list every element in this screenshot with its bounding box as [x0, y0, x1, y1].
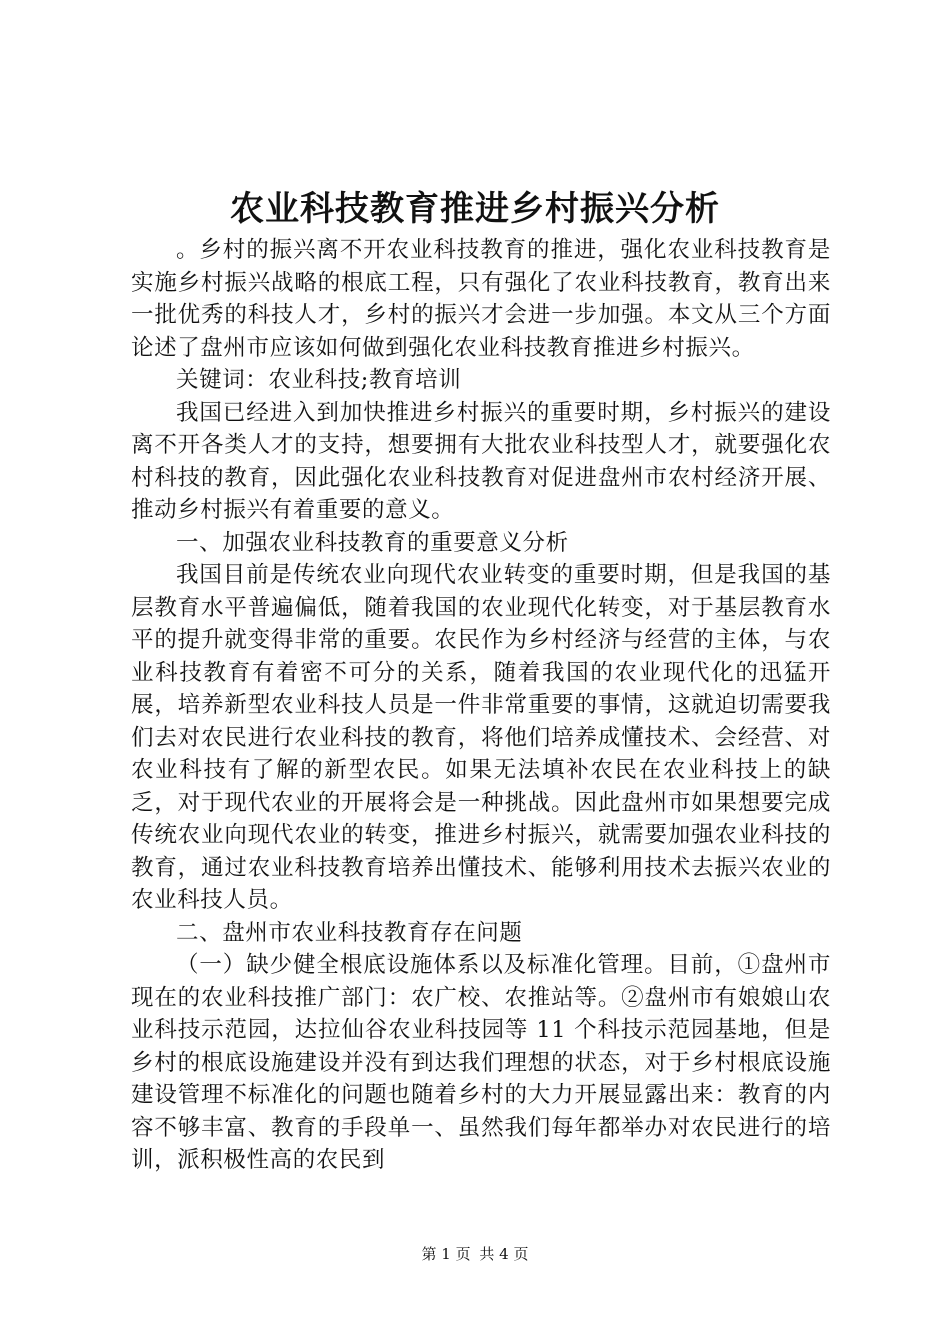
document-body — [131, 234, 831, 1177]
intro-paragraph: 我国已经进入到加快推进乡村振兴的重要时期，乡村振兴的建设离不开各类人才的支持，想要拥有大批农业科技型人才，就要强化农村科技的教育，因此强化农业科技教育对促进盘州市农村经济开展、推动乡村振兴有着重要的意义。 — [131, 399, 831, 523]
page-total: 共 4 页 — [479, 1245, 529, 1263]
abstract-paragraph: 。乡村的振兴离不开农业科技教育的推进，强化农业科技教育是实施乡村振兴战略的根底工程，只有强化了农业科技教育，教育出来一批优秀的科技人才，乡村的振兴才会进一步加强。本文从三个方面论述了盘州市应该如何做到强化农业科技教育推进乡村振兴。 — [131, 237, 831, 361]
section-1-paragraph: 我国目前是传统农业向现代农业转变的重要时期，但是我国的基层教育水平普遍偏低，随着我国的农业现代化转变，对于基层教育水平的提升就变得非常的重要。农民作为乡村经济与经营的主体，与农业科技教育有着密不可分的关系，随着我国的农业现代化的迅猛开展，培养新型农业科技人员是一件非常重要的事情，这就迫切需要我们去对农民进行农业科技的教育，将他们培养成懂技术、会经营、对农业科技有了解的新型农民。如果无法填补农民在农业科技上的缺乏，对于现代农业的开展将会是一种挑战。因此盘州市如果想要完成传统农业向现代农业的转变，推进乡村振兴，就需要加强农业科技的教育，通过农业科技教育培养出懂技术、能够利用技术去振兴农业的农业科技人员。 — [131, 562, 831, 913]
section-heading-1: 一、加强农业科技教育的重要意义分析 — [176, 529, 569, 556]
page-number: 第 1 页 — [421, 1245, 471, 1263]
section-2-paragraph: （一）缺少健全根底设施体系以及标准化管理。目前，①盘州市现在的农业科技推广部门：农广校、农推站等。②盘州市有娘娘山农业科技示范园，达拉仙谷农业科技园等 11 个科技示范园基地，但是乡村的根底设施建设并没有到达我们理想的状态，对于乡村根底设施建设管理不标准化的问题也随着乡村的大力开展显露出来：教育的内容不够丰富、教育的手段单一、虽然我们每年都举办对农民进行的培训，派积极性高的农民到 — [131, 952, 831, 1173]
keywords-line: 关键词：农业科技;教育培训 — [176, 367, 462, 393]
section-heading-2: 二、盘州市农业科技教育存在问题 — [176, 919, 523, 946]
page-footer — [0, 1244, 950, 1264]
document-title: 农业科技教育推进乡村振兴分析 — [230, 189, 720, 229]
